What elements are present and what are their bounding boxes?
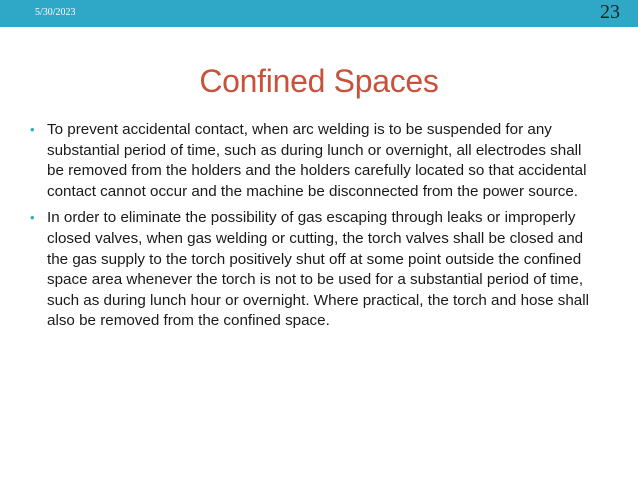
bullet-item bbox=[30, 120, 600, 202]
bullet-marker-icon: • bbox=[30, 122, 35, 137]
header-bar bbox=[0, 0, 638, 27]
slide-number: 23 bbox=[600, 1, 620, 23]
bullet-marker-icon: • bbox=[30, 210, 35, 226]
slide-title: Confined Spaces bbox=[199, 63, 439, 99]
bullet-text: To prevent accidental contact, when arc welding is to be suspended for any substantial period of time, such as during lunch or overnight, all electrodes shall be removed from the holders and the holders carefully located so that accidental contact cannot occur and the machine be disconnected from the power source. bbox=[47, 121, 587, 200]
slide-date: 5/30/2023 bbox=[35, 7, 76, 18]
bullet-list bbox=[30, 120, 600, 338]
bullet-text: In order to eliminate the possibility of gas escaping through leaks or improperly closed valves, when gas welding or cutting, the torch valves shall be closed and the gas supply to the torch positively shut off at some point outside the confined space area whenever the torch is not to be used for a substantial period of time, such as during lunch hour or overnight. Where practical, the torch and hose shall also be removed from the confined space. bbox=[47, 209, 589, 330]
bullet-item bbox=[30, 208, 600, 332]
